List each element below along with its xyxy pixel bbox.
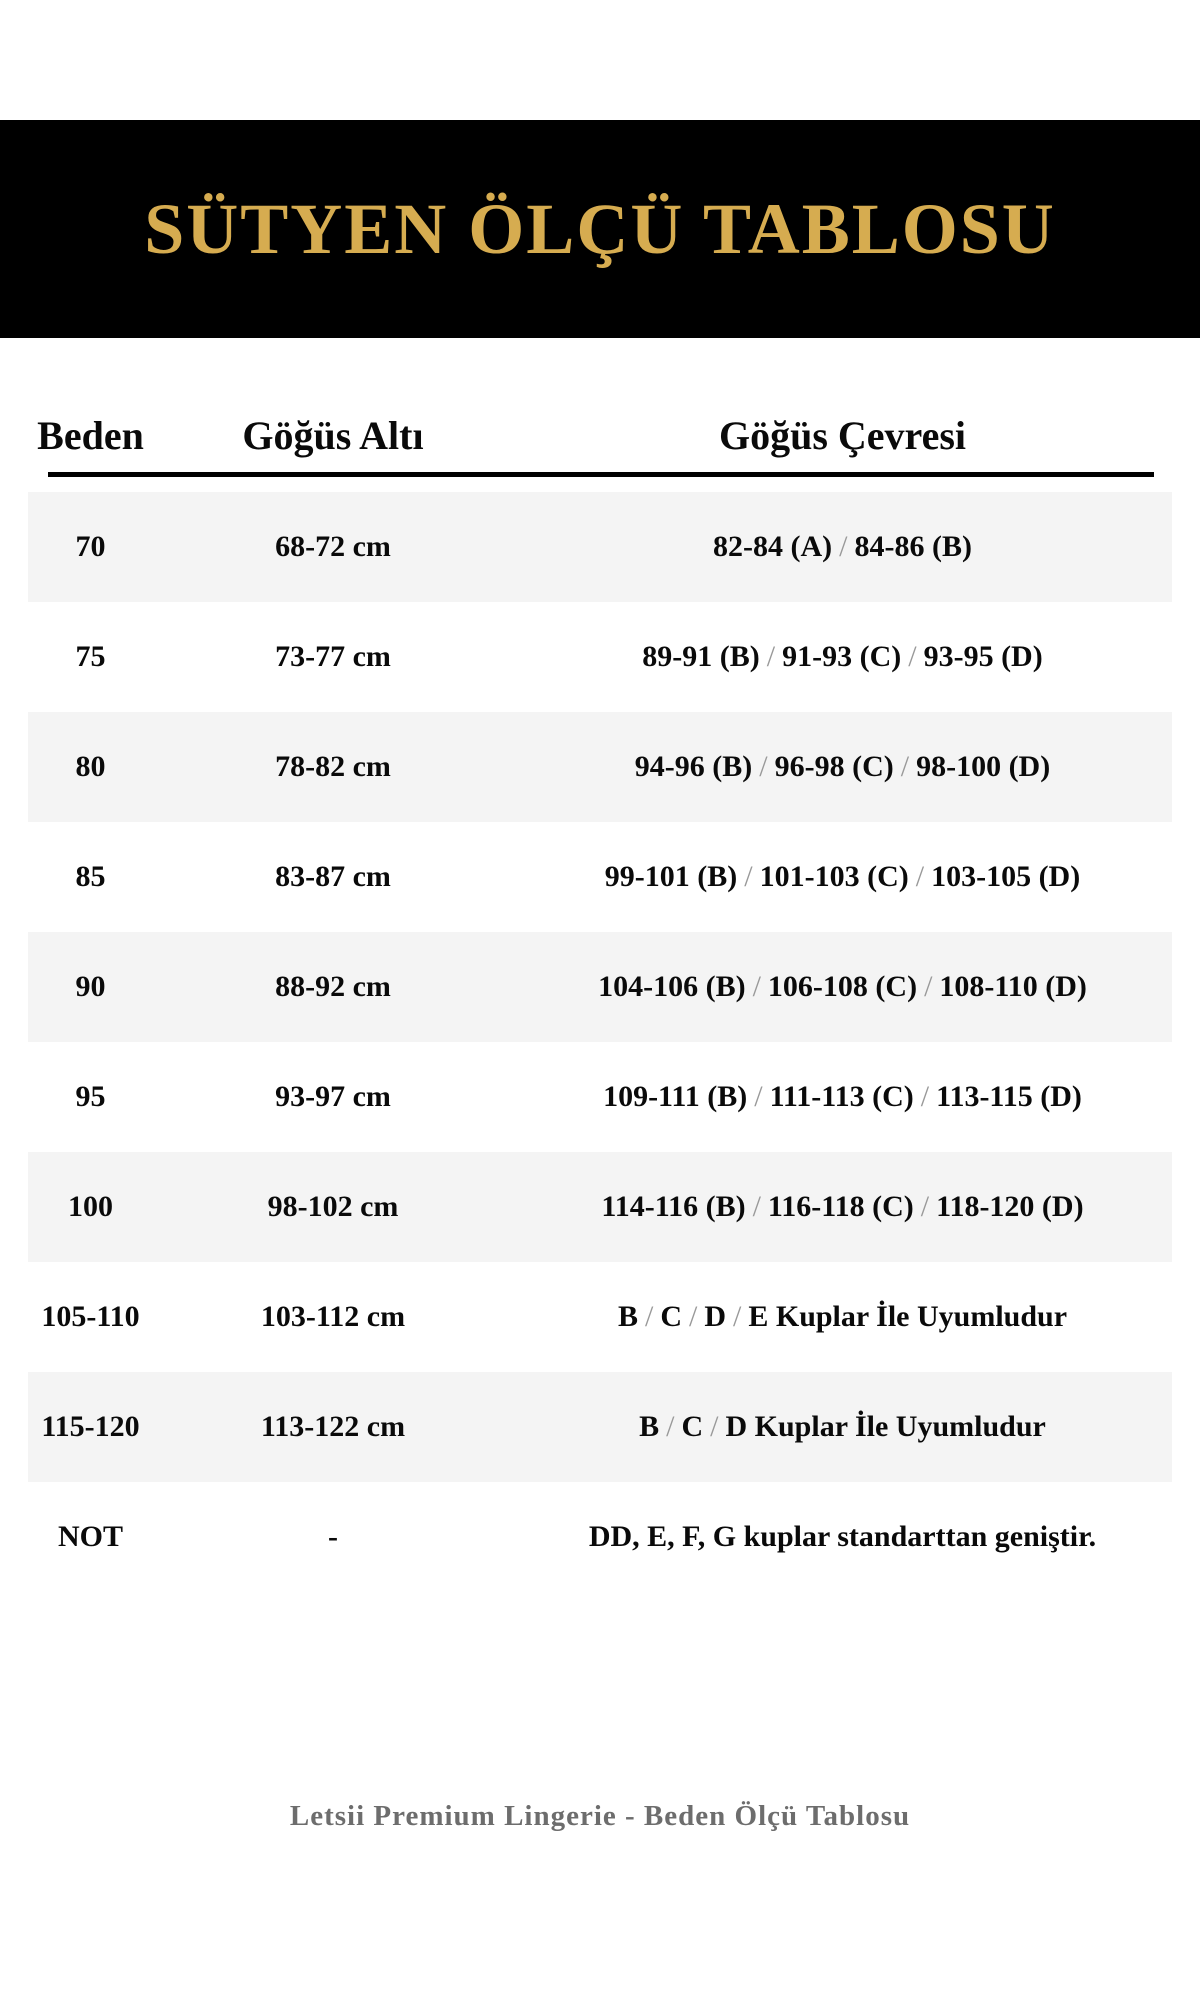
cell-beden: 95 bbox=[75, 1080, 106, 1113]
slash-separator: / bbox=[644, 1300, 654, 1333]
slash-separator: / bbox=[920, 1080, 930, 1113]
table-row bbox=[28, 1372, 1172, 1482]
cell-gogus-cevresi: B / C / D Kuplar İle Uyumludur bbox=[639, 1410, 1046, 1443]
cell-gogus-cevresi: 94-96 (B) / 96-98 (C) / 98-100 (D) bbox=[634, 750, 1051, 783]
cell-gogus-cevresi: 104-106 (B) / 106-108 (C) / 108-110 (D) bbox=[598, 970, 1087, 1003]
cell-gogus-alti: 93-97 cm bbox=[275, 1080, 391, 1113]
cell-gogus-alti: 113-122 cm bbox=[260, 1410, 406, 1443]
cell-gogus-alti: 98-102 cm bbox=[267, 1190, 399, 1223]
title-banner bbox=[0, 120, 1200, 338]
footer-brand-caption: Letsii Premium Lingerie - Beden Ölçü Tablosu bbox=[289, 1800, 911, 1832]
table-row bbox=[28, 1152, 1172, 1262]
cell-gogus-alti: 103-112 cm bbox=[260, 1300, 406, 1333]
cell-gogus-cevresi: DD, E, F, G kuplar standarttan geniştir. bbox=[588, 1520, 1097, 1553]
cell-gogus-alti: 68-72 cm bbox=[275, 530, 391, 563]
table-row bbox=[28, 1262, 1172, 1372]
header-beden: Beden bbox=[37, 413, 144, 458]
slash-separator: / bbox=[754, 1080, 763, 1113]
slash-separator: / bbox=[688, 1300, 698, 1333]
slash-separator: / bbox=[752, 1190, 761, 1223]
slash-separator: / bbox=[915, 860, 925, 893]
cell-beden: 90 bbox=[75, 970, 106, 1003]
cell-beden: 100 bbox=[68, 1190, 113, 1223]
cell-beden: 115-120 bbox=[41, 1410, 140, 1443]
cell-gogus-cevresi: 114-116 (B) / 116-118 (C) / 118-120 (D) bbox=[601, 1190, 1084, 1223]
cell-gogus-alti: - bbox=[328, 1520, 338, 1553]
table-row bbox=[28, 602, 1172, 712]
slash-separator: / bbox=[733, 1300, 742, 1333]
cell-beden: NOT bbox=[57, 1520, 123, 1553]
slash-separator: / bbox=[744, 860, 753, 893]
cell-beden: 85 bbox=[75, 860, 106, 893]
cell-gogus-cevresi: 99-101 (B) / 101-103 (C) / 103-105 (D) bbox=[604, 860, 1081, 893]
cell-beden: 75 bbox=[75, 640, 106, 673]
table-row bbox=[28, 1482, 1172, 1592]
slash-separator: / bbox=[752, 970, 761, 1003]
cell-gogus-cevresi: 89-91 (B) / 91-93 (C) / 93-95 (D) bbox=[642, 640, 1043, 673]
header-gogus-cevresi: Göğüs Çevresi bbox=[718, 413, 967, 458]
slash-separator: / bbox=[759, 750, 768, 783]
table-row bbox=[28, 932, 1172, 1042]
cell-gogus-cevresi: B / C / D / E Kuplar İle Uyumludur bbox=[617, 1300, 1068, 1333]
page-title: SÜTYEN ÖLÇÜ TABLOSU bbox=[144, 188, 1056, 269]
header-underline bbox=[48, 472, 1154, 477]
slash-separator: / bbox=[924, 970, 933, 1003]
slash-separator: / bbox=[766, 640, 776, 673]
cell-gogus-cevresi: 109-111 (B) / 111-113 (C) / 113-115 (D) bbox=[603, 1080, 1082, 1113]
cell-gogus-alti: 73-77 cm bbox=[275, 640, 391, 673]
table-row bbox=[28, 822, 1172, 932]
slash-separator: / bbox=[666, 1410, 675, 1443]
cell-gogus-alti: 78-82 cm bbox=[275, 750, 391, 783]
slash-separator: / bbox=[900, 750, 910, 783]
table-row bbox=[28, 712, 1172, 822]
cell-beden: 70 bbox=[75, 530, 106, 563]
slash-separator: / bbox=[920, 1190, 930, 1223]
cell-gogus-cevresi: 82-84 (A) / 84-86 (B) bbox=[713, 530, 972, 563]
slash-separator: / bbox=[710, 1410, 719, 1443]
cell-gogus-alti: 83-87 cm bbox=[275, 860, 391, 893]
table-row bbox=[28, 492, 1172, 602]
slash-separator: / bbox=[839, 530, 848, 563]
cell-gogus-alti: 88-92 cm bbox=[275, 970, 391, 1003]
size-table bbox=[28, 338, 1172, 1592]
slash-separator: / bbox=[908, 640, 917, 673]
size-table-body bbox=[28, 492, 1172, 1592]
table-header-row bbox=[28, 338, 1172, 458]
cell-beden: 80 bbox=[75, 750, 106, 783]
table-row bbox=[28, 1042, 1172, 1152]
cell-beden: 105-110 bbox=[41, 1300, 140, 1333]
header-gogus-alti: Göğüs Altı bbox=[242, 413, 424, 458]
